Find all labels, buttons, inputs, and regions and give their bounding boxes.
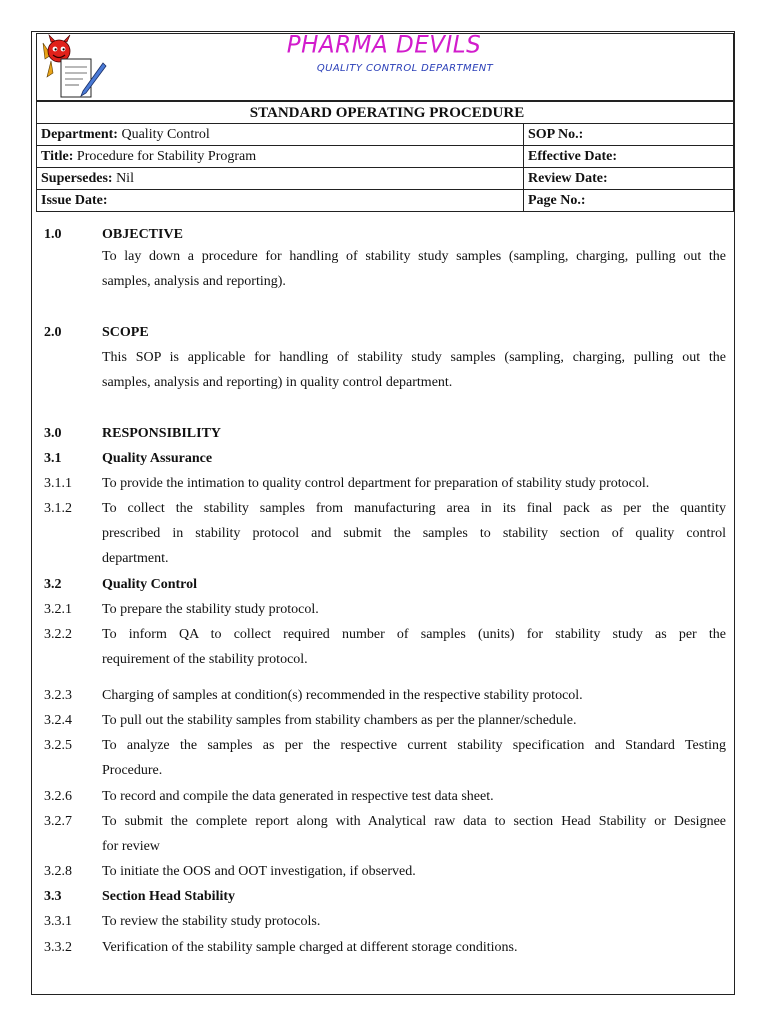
review-date-label: Review Date: [528, 170, 608, 186]
paragraph-line: To provide the intimation to quality control department for preparation of stability study protocol. [102, 476, 650, 491]
title-value: Procedure for Stability Program [76, 148, 257, 164]
section-number: 3.1 [44, 451, 62, 466]
paragraph-line: To record and compile the data generated in respective test data sheet. [102, 789, 494, 804]
paragraph-line: department. [102, 551, 169, 566]
brand-subtitle: QUALITY CONTROL DEPARTMENT [316, 63, 494, 74]
sop-no-cell [524, 124, 734, 146]
effective-date-label: Effective Date: [528, 148, 618, 164]
paragraph-line: samples, analysis and reporting). [102, 274, 286, 289]
item-number: 3.1.1 [44, 476, 72, 491]
supersedes-value: Nil [116, 170, 134, 186]
paragraph-line: To review the stability study protocols. [102, 914, 321, 929]
item-number: 3.3.1 [44, 914, 72, 929]
item-number: 3.2.3 [44, 688, 72, 703]
issue-date-cell [37, 190, 524, 212]
item-number: 3.1.2 [44, 501, 72, 516]
item-number: 3.2.1 [44, 602, 72, 617]
page-no-cell [524, 190, 734, 212]
department-cell [37, 124, 524, 146]
paragraph-line: Procedure. [102, 763, 163, 778]
item-number: 3.3.2 [44, 940, 72, 955]
section-heading: Quality Assurance [102, 451, 213, 466]
item-number: 3.2.2 [44, 627, 72, 642]
section-number: 2.0 [44, 325, 62, 340]
paragraph-line: requirement of the stability protocol. [102, 652, 308, 667]
section-number: 1.0 [44, 227, 62, 242]
section-heading: OBJECTIVE [102, 227, 183, 242]
sop-info-table [36, 101, 734, 212]
paragraph-line: To analyze the samples as per the respective current stability specification and Standard Testing [102, 738, 726, 753]
sop-title: STANDARD OPERATING PROCEDURE [37, 102, 734, 124]
paragraph-line: for review [102, 839, 160, 854]
sop-no-label: SOP No.: [528, 126, 584, 142]
paragraph-line: This SOP is applicable for handling of stability study samples (sampling, charging, pulling out the [102, 350, 726, 365]
title-cell [37, 146, 524, 168]
paragraph-line: Verification of the stability sample charged at different storage conditions. [102, 940, 518, 955]
section-heading: Section Head Stability [102, 889, 236, 904]
section-heading: Quality Control [102, 577, 198, 592]
paragraph-line: To inform QA to collect required number of samples (units) for stability study as per the [102, 627, 726, 642]
issue-date-label: Issue Date: [41, 192, 108, 208]
paragraph-line: To lay down a procedure for handling of stability study samples (sampling, charging, pulling out the [102, 249, 726, 264]
paragraph-line: To prepare the stability study protocol. [102, 602, 319, 617]
brand-name: PHARMA DEVILS [286, 31, 482, 59]
item-number: 3.2.7 [44, 814, 72, 829]
paragraph-line: samples, analysis and reporting) in quality control department. [102, 375, 453, 390]
department-label: Department: [41, 126, 118, 142]
paragraph-line: prescribed in stability protocol and submit the samples to stability section of quality control [102, 526, 726, 541]
department-value: Quality Control [121, 126, 210, 142]
section-heading: SCOPE [102, 325, 149, 340]
supersedes-cell [37, 168, 524, 190]
paragraph-line: Charging of samples at condition(s) recommended in the respective stability protocol. [102, 688, 583, 703]
page-no-label: Page No.: [528, 192, 586, 208]
section-heading: RESPONSIBILITY [102, 426, 222, 441]
item-number: 3.2.4 [44, 713, 72, 728]
paragraph-line: To submit the complete report along with Analytical raw data to section Head Stability or Designee [102, 814, 726, 829]
item-number: 3.2.5 [44, 738, 72, 753]
review-date-cell [524, 168, 734, 190]
paragraph-line: To collect the stability samples from manufacturing area in its final pack as per the quantity [102, 501, 726, 516]
item-number: 3.2.6 [44, 789, 72, 804]
effective-date-cell [524, 146, 734, 168]
section-number: 3.2 [44, 577, 62, 592]
title-label: Title: [41, 148, 74, 164]
section-number: 3.3 [44, 889, 62, 904]
paragraph-line: To initiate the OOS and OOT investigation, if observed. [102, 864, 416, 879]
item-number: 3.2.8 [44, 864, 72, 879]
supersedes-label: Supersedes: [41, 170, 113, 186]
section-number: 3.0 [44, 426, 62, 441]
paragraph-line: To pull out the stability samples from stability chambers as per the planner/schedule. [102, 713, 577, 728]
